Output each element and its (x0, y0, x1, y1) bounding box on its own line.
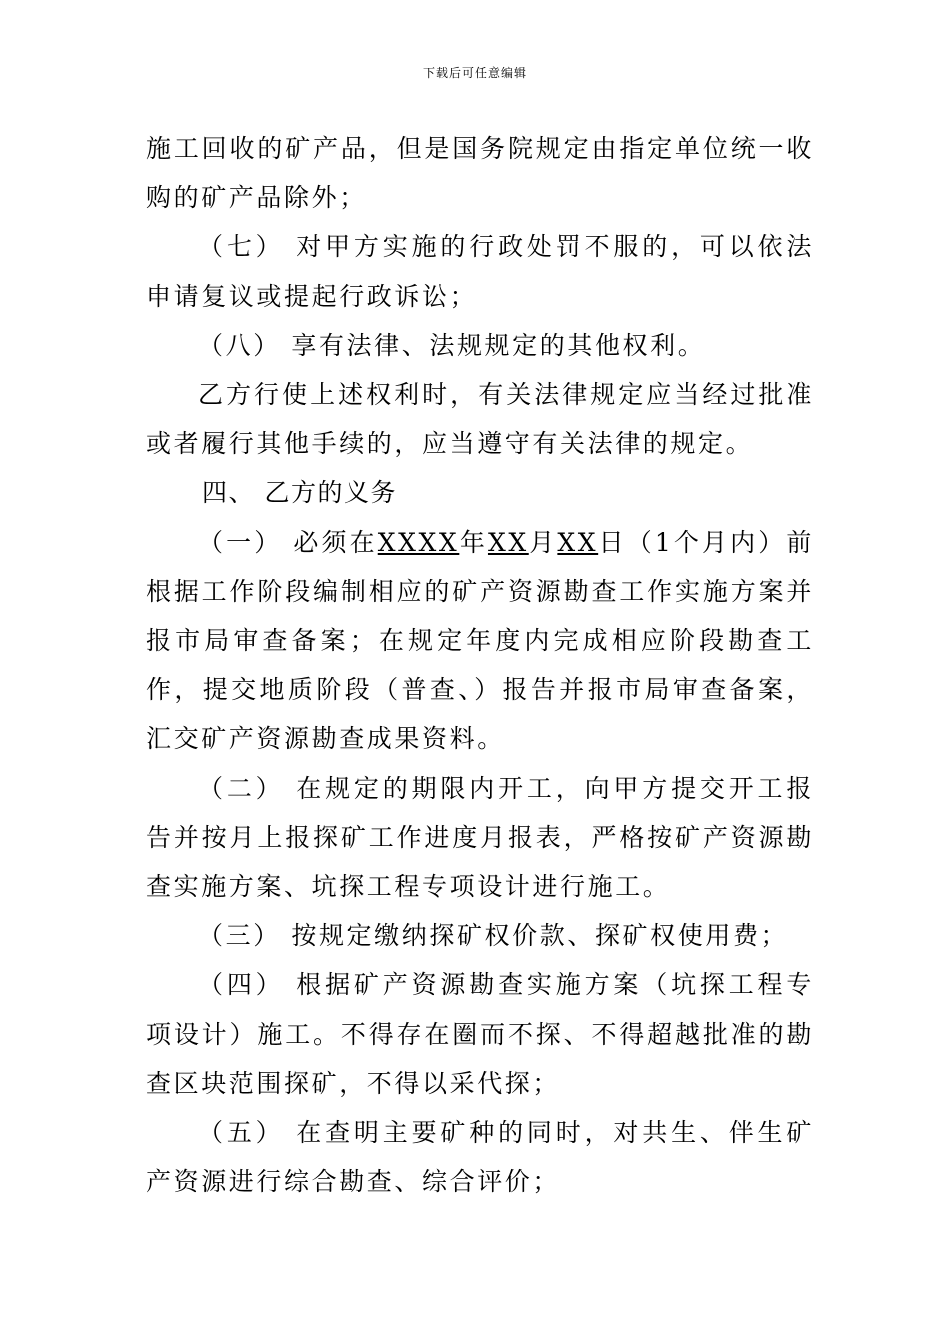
date-month-blank: XX (487, 527, 529, 557)
paragraph-item-8: （八） 享有法律、法规规定的其他权利。 (198, 330, 706, 360)
paragraph-obligation-2: （二） 在规定的期限内开工，向甲方提交开工报告并按月上报探矿工作进度月报表，严格按矿产资源勘查实施方案、坑探工程专项设计进行施工。 (146, 773, 814, 902)
paragraph-obligation-5: （五） 在查明主要矿种的同时，对共生、伴生矿产资源进行综合勘查、综合评价； (146, 1118, 814, 1197)
page-header: 下载后可任意编辑 (422, 66, 527, 80)
paragraph-obligation-4: （四） 根据矿产资源勘查实施方案（坑探工程专项设计）施工。不得存在圈而不探、不得超越批准的勘查区块范围探矿，不得以采代探； (146, 970, 814, 1098)
date-day-blank: XX (557, 527, 599, 557)
date-year-unit: 年 (459, 527, 488, 557)
date-month-unit: 月 (528, 527, 558, 557)
paragraph-continuation: 施工回收的矿产品，但是国务院规定由指定单位统一收购的矿产品除外； (146, 134, 814, 213)
date-year-blank: XXXX (377, 527, 460, 557)
section-heading-obligations: 四、 乙方的义务 (202, 478, 397, 508)
paragraph-rights-note: 乙方行使上述权利时，有关法律规定应当经过批准或者履行其他手续的，应当遵守有关法律的规定。 (146, 380, 814, 459)
obligation-1-suffix: 日（1个月内）前根据工作阶段编制相应的矿产资源勘查工作实施方案并报市局审查备案；在规定年度内完成相应阶段勘查工作，提交地质阶段（普查、）报告并报市局审查备案，汇交矿产资源勘查成果资料。 (146, 527, 814, 754)
document-body (146, 124, 814, 1206)
paragraph-obligation-1 (146, 518, 814, 764)
obligation-1-prefix: （一） 必须在 (198, 527, 378, 557)
paragraph-item-7: （七） 对甲方实施的行政处罚不服的，可以依法申请复议或提起行政诉讼； (146, 232, 814, 311)
paragraph-obligation-3: （三） 按规定缴纳探矿权价款、探矿权使用费； (198, 921, 789, 951)
